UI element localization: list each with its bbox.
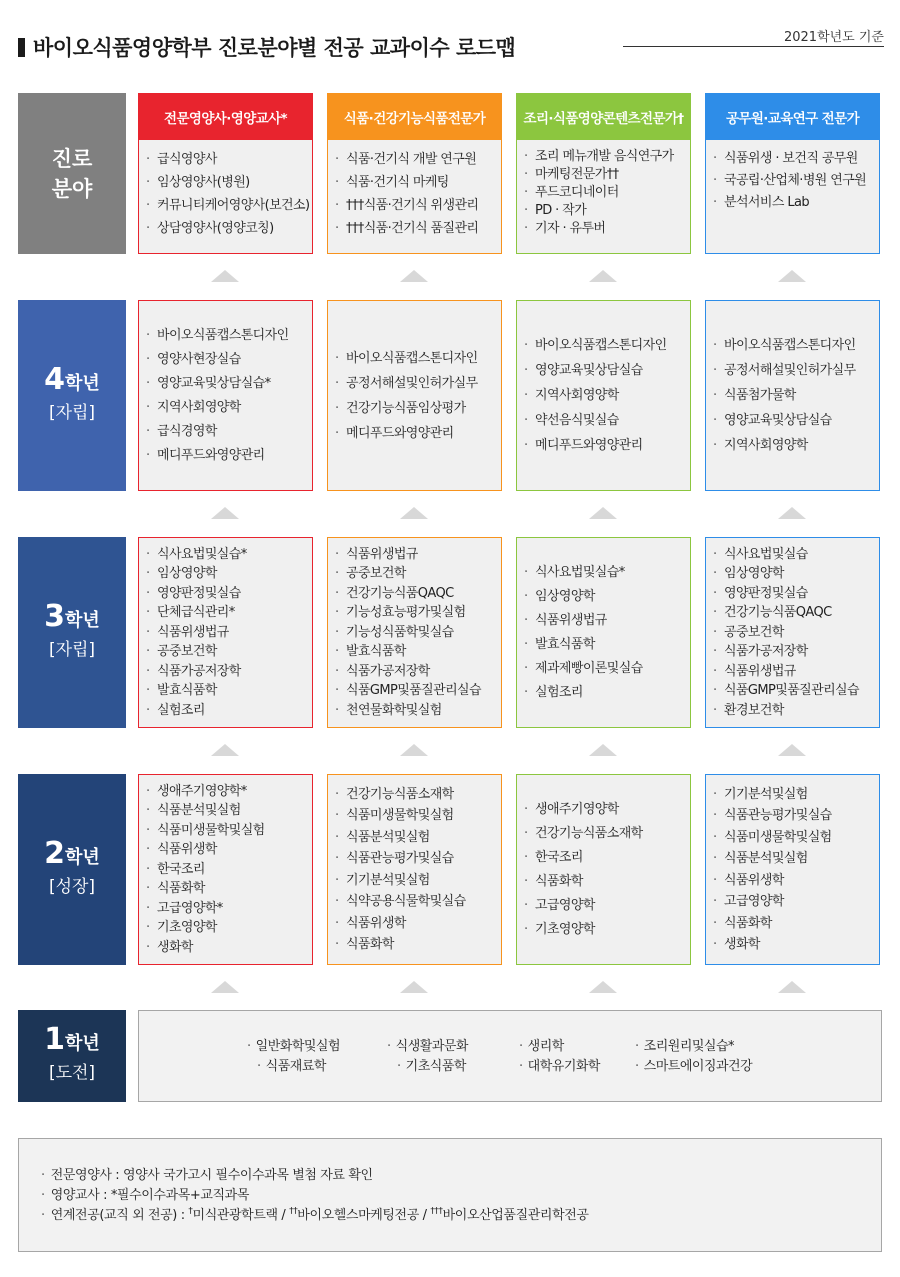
course-item: · 식품위생학 <box>706 870 832 892</box>
year-3-number <box>44 598 100 636</box>
course-item: · 식약공용식물학및실습 <box>328 891 466 913</box>
year-1-course-item: · 생리학 <box>519 1037 564 1057</box>
career-item: · 식품·건기식 마케팅 <box>328 171 501 194</box>
course-item: · 천연물화학및실험 <box>328 701 481 721</box>
career-item: · 커뮤니티케어영양사(보건소) <box>139 194 312 217</box>
year-4-number <box>44 361 100 399</box>
course-item: · 건강기능식품소재학 <box>328 784 466 806</box>
year-4-course-card <box>705 300 880 491</box>
course-item: · 기기분석및실험 <box>328 870 466 892</box>
career-field-label-text: 진로 분야 <box>51 146 93 201</box>
course-list <box>139 324 289 468</box>
course-item: · 메디푸드와영양관리 <box>517 433 667 458</box>
note-nutrition-teacher <box>41 1186 249 1206</box>
career-card-4 <box>705 140 880 254</box>
title-marker <box>18 38 25 57</box>
course-item: · 식품관능평가및실습 <box>706 805 832 827</box>
course-item: · 식품위생학 <box>328 913 466 935</box>
year-3-course-card <box>705 537 880 728</box>
course-item: · 생화학 <box>706 934 832 956</box>
course-item: · 바이오식품캡스톤디자인 <box>139 324 289 348</box>
year-stage: [자립] <box>48 402 96 423</box>
course-item: · 식품위생법규 <box>517 609 643 633</box>
year-2-course-card <box>327 774 502 965</box>
up-arrow <box>778 981 806 993</box>
up-arrow <box>400 270 428 282</box>
career-header-4: 공무원·교육연구 전문가 <box>705 93 880 140</box>
course-item: · 발효식품학 <box>328 642 481 662</box>
career-item: · 급식영양사 <box>139 148 312 171</box>
course-list <box>706 545 859 721</box>
course-item: · 식품분석및실험 <box>706 848 832 870</box>
course-item: · 고급영양학* <box>139 899 265 919</box>
course-item: · 바이오식품캡스톤디자인 <box>517 333 667 358</box>
course-item: · 고급영양학 <box>706 891 832 913</box>
course-item: · 식품분석및실험 <box>328 827 466 849</box>
career-item: · 상담영양사(영양코칭) <box>139 217 312 240</box>
title-rule <box>623 46 884 47</box>
up-arrow <box>589 270 617 282</box>
year-3-course-card <box>138 537 313 728</box>
course-item: · 제과제빵이론및실습 <box>517 657 643 681</box>
notes-box <box>18 1138 882 1252</box>
course-item: · 지역사회영양학 <box>517 383 667 408</box>
career-list <box>328 140 501 240</box>
up-arrow <box>589 507 617 519</box>
year-unit: 학년 <box>65 609 100 631</box>
page-header <box>18 26 884 66</box>
superscript-mark: † <box>188 1206 193 1217</box>
course-item: · 임상영양학 <box>139 564 247 584</box>
course-item: · 영양사현장실습 <box>139 348 289 372</box>
course-item: · 생화학 <box>139 938 265 958</box>
year-1-course-box <box>138 1010 882 1102</box>
year-2-number <box>44 835 100 873</box>
year-1-course-item: · 식품재료학 <box>257 1057 326 1077</box>
course-item: · 생애주기영양학 <box>517 798 643 822</box>
career-list <box>139 140 312 240</box>
course-item: · 발효식품학 <box>139 681 247 701</box>
course-item: · 식품가공저장학 <box>706 642 859 662</box>
year-1-course-item: · 식생활과문화 <box>387 1037 468 1057</box>
note-text: 연계전공(교직 외 전공) : <box>50 1208 189 1223</box>
course-item: · 환경보건학 <box>706 701 859 721</box>
note-text: 전문영양사 : 영양사 국가고시 필수이수과목 별첨 자료 확인 <box>50 1168 373 1183</box>
career-item: · PD · 작가 <box>517 202 690 220</box>
up-arrow <box>400 981 428 993</box>
course-item: · 메디푸드와영양관리 <box>139 444 289 468</box>
year-3-label <box>18 537 126 728</box>
course-list <box>139 782 265 958</box>
course-item: · 바이오식품캡스톤디자인 <box>706 333 856 358</box>
career-card-1 <box>138 140 313 254</box>
year-1-course-item: · 기초식품학 <box>397 1057 466 1077</box>
course-item: · 식사요법및실습* <box>517 561 643 585</box>
course-item: · 실험조리 <box>517 681 643 705</box>
course-item: · 식품위생법규 <box>328 545 481 565</box>
career-item: · 식품위생 · 보건직 공무원 <box>706 148 879 170</box>
course-item: · 급식경영학 <box>139 420 289 444</box>
course-list <box>139 545 247 721</box>
year-2-label <box>18 774 126 965</box>
course-list <box>706 784 832 956</box>
course-item: · 건강기능식품QAQC <box>706 603 859 623</box>
course-item: · 바이오식품캡스톤디자인 <box>328 346 478 371</box>
course-item: · 건강기능식품QAQC <box>328 584 481 604</box>
course-list <box>517 333 667 458</box>
course-item: · 식품가공저장학 <box>328 662 481 682</box>
course-item: · 메디푸드와영양관리 <box>328 421 478 446</box>
up-arrow <box>211 270 239 282</box>
year-1-course-item: · 대학유기화학 <box>519 1057 600 1077</box>
note-text: *필수이수과목+교직과목 <box>110 1188 249 1203</box>
year-1-course-item: · 스마트에이징과건강 <box>635 1057 752 1077</box>
course-item: · 식품가공저장학 <box>139 662 247 682</box>
course-item: · 식품미생물학및실험 <box>139 821 265 841</box>
course-list <box>328 784 466 956</box>
course-item: · 식품화학 <box>139 879 265 899</box>
course-item: · 공정서해설및인허가실무 <box>328 371 478 396</box>
year-4-course-card <box>516 300 691 491</box>
course-item: · 기능성식품학및실습 <box>328 623 481 643</box>
year-unit: 학년 <box>65 846 100 868</box>
note-linked-majors <box>41 1206 589 1226</box>
course-item: · 임상영양학 <box>706 564 859 584</box>
course-item: · 식품미생물학및실험 <box>706 827 832 849</box>
career-item: · 식품·건기식 개발 연구원 <box>328 148 501 171</box>
year-3-course-card <box>327 537 502 728</box>
up-arrow <box>589 744 617 756</box>
year-stage: [도전] <box>48 1063 96 1083</box>
course-item: · 식품관능평가및실습 <box>328 848 466 870</box>
up-arrow <box>589 981 617 993</box>
career-item: · 임상영양사(병원) <box>139 171 312 194</box>
year-number: 3 <box>44 598 66 634</box>
page-title: 바이오식품영양학부 진로분야별 전공 교과이수 로드맵 <box>33 36 516 60</box>
year-4-course-card <box>327 300 502 491</box>
note-text: 바이오헬스마케팅전공 / <box>297 1208 431 1223</box>
course-item: · 생애주기영양학* <box>139 782 265 802</box>
course-item: · 영양판정및실습 <box>706 584 859 604</box>
year-unit: 학년 <box>65 372 100 394</box>
course-item: · 기기분석및실험 <box>706 784 832 806</box>
up-arrow <box>778 270 806 282</box>
course-item: · 임상영양학 <box>517 585 643 609</box>
career-header-3: 조리·식품영양콘텐츠전문가† <box>516 93 691 140</box>
career-item: · 조리 메뉴개발 음식연구가 <box>517 148 690 166</box>
course-item: · 기초영양학 <box>139 918 265 938</box>
course-item: · 식사요법및실습 <box>706 545 859 565</box>
course-item: · 식품미생물학및실험 <box>328 805 466 827</box>
course-item: · 식품위생법규 <box>706 662 859 682</box>
course-item: · 식품분석및실험 <box>139 801 265 821</box>
career-item: · †††식품·건기식 위생관리 <box>328 194 501 217</box>
course-item: · 식품화학 <box>328 934 466 956</box>
year-1-course-item: · 일반화학및실험 <box>247 1037 340 1057</box>
course-item: · 식품화학 <box>517 870 643 894</box>
course-item: · 발효식품학 <box>517 633 643 657</box>
year-4-course-card <box>138 300 313 491</box>
course-item: · 고급영양학 <box>517 894 643 918</box>
year-2-course-card <box>138 774 313 965</box>
course-item: · 영양교육및상담실습 <box>706 408 856 433</box>
career-item: · 분석서비스 Lab <box>706 192 879 214</box>
course-item: · 식품GMP및품질관리실습 <box>706 681 859 701</box>
course-item: · 공중보건학 <box>706 623 859 643</box>
course-list <box>328 346 478 446</box>
career-header-2: 식품·건강기능식품전문가 <box>327 93 502 140</box>
career-list <box>517 140 690 238</box>
course-list <box>517 561 643 705</box>
career-card-3 <box>516 140 691 254</box>
up-arrow <box>211 981 239 993</box>
course-item: · 실험조리 <box>139 701 247 721</box>
course-item: · 지역사회영양학 <box>139 396 289 420</box>
course-item: · 식품화학 <box>706 913 832 935</box>
course-item: · 한국조리 <box>517 846 643 870</box>
year-basis: 2021학년도 기준 <box>783 30 884 45</box>
up-arrow <box>211 744 239 756</box>
year-stage: [성장] <box>48 876 96 897</box>
course-list <box>328 545 481 721</box>
career-item: · 푸드코디네이터 <box>517 184 690 202</box>
year-number: 2 <box>44 835 66 871</box>
note-text: 바이오산업품질관리학전공 <box>442 1208 589 1223</box>
career-card-2 <box>327 140 502 254</box>
course-item: · 지역사회영양학 <box>706 433 856 458</box>
course-item: · 식사요법및실습* <box>139 545 247 565</box>
career-list <box>706 140 879 214</box>
up-arrow <box>778 744 806 756</box>
year-1-course-item: · 조리원리및실습* <box>635 1037 734 1057</box>
year-4-label <box>18 300 126 491</box>
course-item: · 공중보건학 <box>139 642 247 662</box>
course-list <box>706 333 856 458</box>
course-item: · 영양교육및상담실습 <box>517 358 667 383</box>
course-item: · 기초영양학 <box>517 918 643 942</box>
course-item: · 약선음식및실습 <box>517 408 667 433</box>
year-2-course-card <box>705 774 880 965</box>
year-number: 1 <box>44 1022 66 1057</box>
course-item: · 단체급식관리* <box>139 603 247 623</box>
course-item: · 기능성효능평가및실험 <box>328 603 481 623</box>
course-item: · 공중보건학 <box>328 564 481 584</box>
year-number: 4 <box>44 361 66 397</box>
course-item: · 건강기능식품임상평가 <box>328 396 478 421</box>
up-arrow <box>400 744 428 756</box>
year-1-label <box>18 1010 126 1102</box>
career-item: · 기자 · 유투버 <box>517 220 690 238</box>
year-unit: 학년 <box>65 1033 100 1054</box>
career-item: · 국공립·산업체·병원 연구원 <box>706 170 879 192</box>
up-arrow <box>778 507 806 519</box>
course-item: · 공정서해설및인허가실무 <box>706 358 856 383</box>
note-dietitian <box>41 1166 373 1186</box>
course-item: · 식품GMP및품질관리실습 <box>328 681 481 701</box>
year-stage: [자립] <box>48 639 96 660</box>
career-header-1: 전문영양사·영양교사* <box>138 93 313 140</box>
note-text: 미식관광학트랙 / <box>192 1208 290 1223</box>
course-item: · 식품위생학 <box>139 840 265 860</box>
superscript-mark: ††† <box>430 1206 443 1217</box>
course-item: · 식품위생법규 <box>139 623 247 643</box>
year-2-course-card <box>516 774 691 965</box>
year-3-course-card <box>516 537 691 728</box>
course-item: · 영양교육및상담실습* <box>139 372 289 396</box>
career-item: · †††식품·건기식 품질관리 <box>328 217 501 240</box>
year-1-number <box>44 1022 100 1059</box>
course-item: · 건강기능식품소재학 <box>517 822 643 846</box>
up-arrow <box>211 507 239 519</box>
career-item: · 마케팅전문가†† <box>517 166 690 184</box>
career-field-label <box>18 93 126 254</box>
course-list <box>517 798 643 942</box>
course-item: · 한국조리 <box>139 860 265 880</box>
course-item: · 영양판정및실습 <box>139 584 247 604</box>
up-arrow <box>400 507 428 519</box>
course-item: · 식품첨가물학 <box>706 383 856 408</box>
note-text: 영양교사 : <box>50 1188 111 1203</box>
superscript-mark: †† <box>289 1206 298 1217</box>
